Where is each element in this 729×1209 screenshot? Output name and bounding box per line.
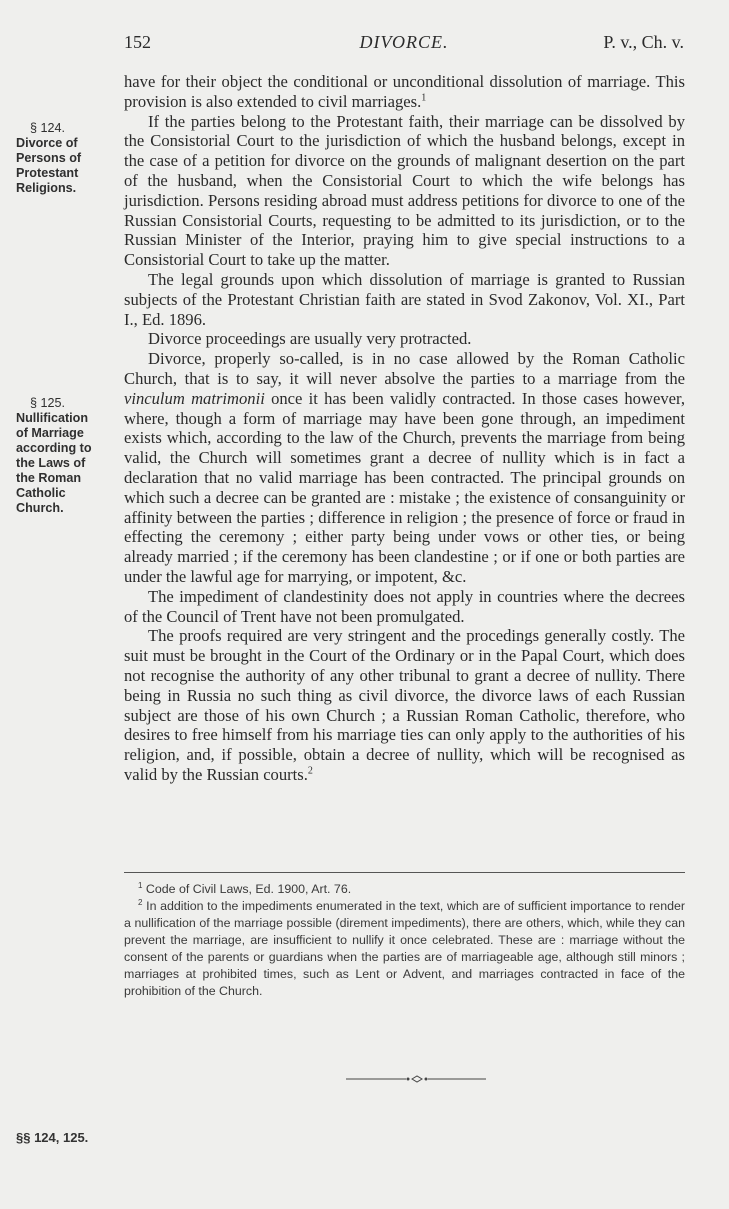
footnote-reference: 1 [421,92,427,104]
paragraph: The proofs required are very stringent and the procedings generally costly. The suit must be brought in the Court of the Ordinary or in the Papal Court, which does not recognise the authority of any other tribunal to grant a decree of nullity. There being in Russia no such thing as civil divorce, the divorce laws of each Russian subject are those of his own Church ; a Russian Roman Catholic, therefore, who desires to free himself from his marriage ties can only apply to the authorities of his religion, and, if possible, obtain a decree of nullity, which will be recognised as valid by the Russian courts.$^2$ [124,626,685,784]
footnotes [124,881,685,1000]
paragraph: The legal grounds upon which dissolution of marriage is granted to Russian subjects of the Protestant Christian faith are stated in Svod Zakonov, Vol. XI., Part I., Ed. 1896. [124,269,685,329]
sidenote-125 [16,396,116,516]
paragraph: If the parties belong to the Protestant faith, their marriage can be dissolved by the Consistorial Court to the jurisdiction of which the husband belongs, except in the case of a petition for divorce on the grounds of malignant desertion on the part of the husband, when the Consistorial Court to which the wife belongs has jurisdiction. Persons residing abroad must address petitions for divorce to one of the Russian Consistorial Courts, requesting to be admitted to its jurisdiction, or to the Russian Minister of the Interior, praying him to give special instructions to a Consistorial Court to take up the matter. [124,111,685,270]
sidenote-label: Divorce of Persons of Protestant Religions. [16,136,82,195]
sidenote-section-number: § 125. [30,396,66,410]
sidenote-section-number: § 124. [30,121,66,135]
footnote-reference: 2 [307,765,313,777]
body-text [124,72,685,785]
paragraph: Divorce proceedings are usually very protracted. [148,329,472,349]
footnote-mark: 2 [138,897,143,907]
chapter-reference: P. v., Ch. v. [603,32,684,52]
sidenote-label: Nullification of Marriage according to the Laws of the Roman Catholic Church. [16,411,92,515]
latin-term: vinculum matrimonii [124,388,265,408]
page-number: 152 [124,32,151,52]
footnote-mark: 1 [138,880,143,890]
paragraph: The impediment of clandestinity does not apply in countries where the decrees of the Council of Trent have not been promulgated. [124,586,685,626]
running-header [124,32,684,58]
paragraph: Divorce, properly so-called, is in no case allowed by the Roman Catholic Church, that is to say, it will never absolve the parties to a marriage from the vinculum matrimonii once it has been validly contracted. In those cases however, where, though a form of marriage may have been gone through, an impediment exists which, according to the law of the Church, prevents the marriage from being valid, the Church will sometimes grant a decree of nullity which is in fact a declaration that no valid marriage has been contracted. The principal grounds on which such a decree can be granted are : mistake ; the existence of consanguinity or affinity between the parties ; difference in religion ; the presence of force or fraud in effecting the ceremony ; either party being under vows or other ties, or being already married ; if the ceremony has been clandestine ; or if one or both parties are under the lawful age for marrying, or impotent, &c. [124,349,686,586]
footnote: $^2$ In addition to the impediments enumerated in the text, which are of sufficient importance to render a nullification of the marriage possible (direment impediments), there are others, which, while they can prevent the marriage, are insufficient to nullify it once celebrated. These are : marriage without the consent of the parents or guardians when the parties are of marriageable age, although still minors ; marriages at prohibited times, such as Lent or Advent, and marriages contracted in face of the prohibition of the Church. [124,897,685,998]
paragraph: have for their object the conditional or unconditional dissolution of marriage. This provision is also extended to civil marriages.$^1$ [124,72,685,111]
footnote-divider [124,872,685,873]
section-footer: §§ 124, 125. [16,1130,89,1145]
sidenote-124 [16,121,116,196]
end-ornament-icon [346,1074,486,1084]
running-title: DIVORCE. [359,32,449,52]
footnote: $^1$ Code of Civil Laws, Ed. 1900, Art. 76. [138,880,352,896]
